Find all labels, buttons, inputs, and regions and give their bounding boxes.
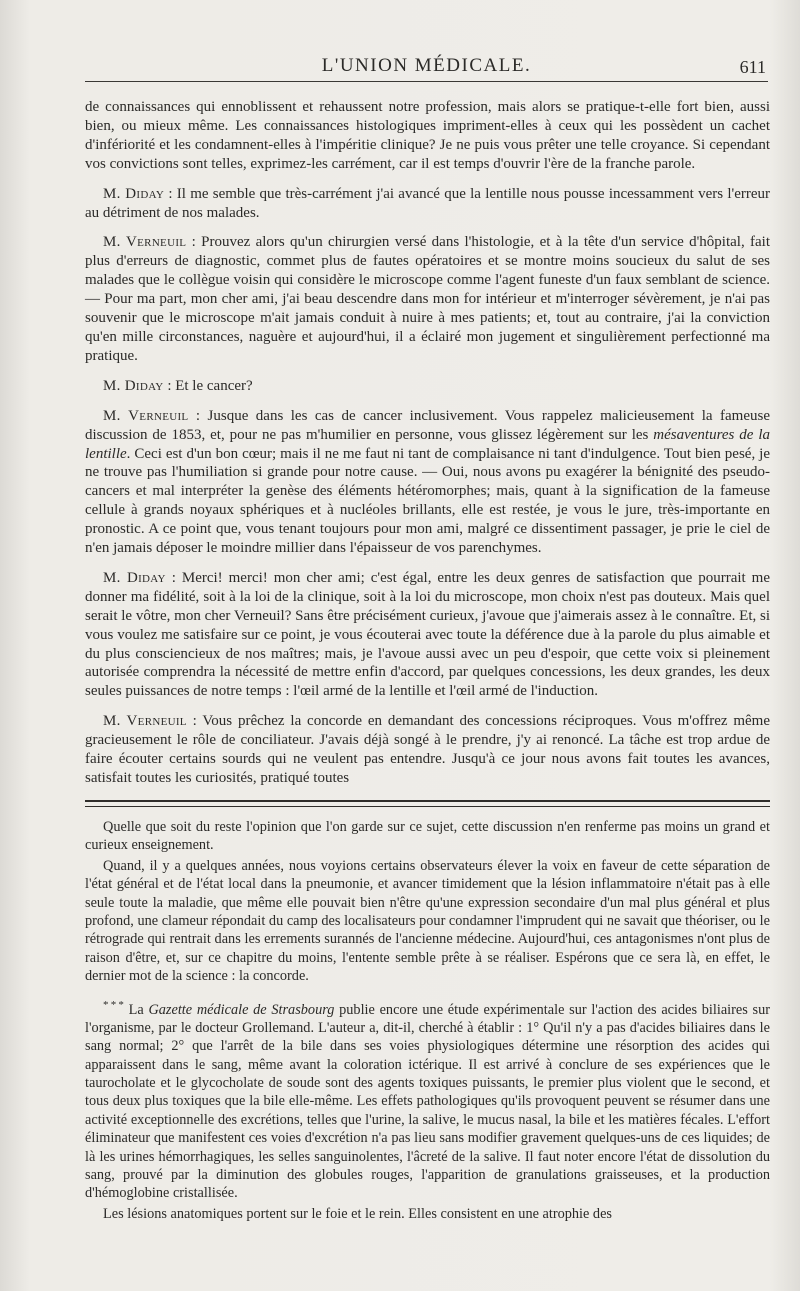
paragraph-diday-3 <box>85 569 770 701</box>
speech-text: : Vous prêchez la concorde en demandant des concessions réciproques. Vous m'offrez même gracieusement le rôle de conciliateur. J'avais déjà songé à le prendre, j'y ai renoncé. La tâche est trop ardue de faire écouter certains sourds qui ne veulent pas entendre. Jusqu'à ce jour nous avons fait toutes les avances, satisfait toutes les curiosités, pratiqué toutes <box>85 713 770 786</box>
speaker-name: M. Verneuil <box>103 407 189 424</box>
paragraph-diday-2 <box>85 377 770 396</box>
paragraph-gazette <box>85 996 770 1203</box>
paragraph-diday-1 <box>85 185 770 223</box>
paragraph-verneuil-1 <box>85 233 770 365</box>
speaker-name: M. Verneuil <box>103 713 187 730</box>
running-header <box>85 50 768 82</box>
speaker-name: M. Diday <box>103 377 164 394</box>
paragraph: Quand, il y a quelques années, nous voyions certains observateurs élever la voix en faveur de cette séparation de l'état général et de l'état local dans la pneumonie, et avancer timidement que la lésion inflammatoire n'était pas à elle seule toute la maladie, que même elle pouvait bien n'être qu'une expression secondaire d'un mal plus général et plus profond, une clameur répondait du camp des localisateurs pour condamner l'imprudent qui ne savait que théoriser, ou le rétrograde qui rentrait dans les errements surannés de l'ancienne médecine. Aujourd'hui, ces antagonismes n'ont plus de raison d'être, et, sur ce chapitre du moins, l'entente semble prête à se réaliser. Espérons que ce sera là, en effet, le dernier mot de la science : la concorde. <box>85 857 770 985</box>
commentary-section <box>85 816 770 1223</box>
lead-text: La <box>123 1001 149 1018</box>
speaker-name: M. Diday <box>103 185 165 202</box>
journal-reference: Gazette médicale de Strasbourg <box>148 1001 335 1018</box>
italic-phrase: mésaventures de la lentille <box>85 426 770 462</box>
speech-text: : Et le cancer? <box>163 377 253 394</box>
paragraph-text: publie encore une étude expérimentale sur l'action des acides biliaires sur l'organisme, par le docteur Grollemand. L'auteur a, dit-il, cherché à établir : 1° Qu'il n'y a pas d'acides biliaires dans le sang normal; 2° que l'arrêt de la bile dans ses voies physiologiques détermine une résorption des acides qui apparaissent dans le sang, même avant la coloration ictérique. Il est arrivé à conclure de ses expériences que le taurocholate et le glycocholate de soude sont des agents toxiques puissants, le premier plus violent que le second, et tous deux plus toxiques que la bile elle-même. Les effets pathologiques qu'ils provoquent peuvent se résumer dans une activité exceptionnelle des excrétions, telles que l'urine, la salive, le mucus nasal, la bile et les matières fécales. L'effort éliminateur que manifestent ces voies d'excrétion n'a pas lieu sans modifier gravement quelques-uns de ces liquides; de là les urines hémorrhagiques, les selles sanguinolentes, l'âcreté de la salive. Il faut noter encore l'état de dissolution du sang, prouvé par la diminution des globules rouges, l'apparition de granulations graisseuses, et la production d'hémoglobine cristallisée. <box>85 1001 771 1202</box>
paragraph-verneuil-3 <box>85 712 770 788</box>
speech-text: : Merci! merci! mon cher ami; c'est égal, entre les deux genres de satisfaction que pourrait me donner ma fidélité, soit à la loi de la clinique, soit à la loi du microscope, mon choix n'est pas douteux. Mais quel serait le vôtre, mon cher Verneuil? Sans être précisément curieux, j'avoue que j'aimerais assez à le connaître. Et, si vous voulez me satisfaire sur ce point, je vous écouterai avec toute la déférence due à la parole du plus aimable et du plus consciencieux de nos maîtres; mais, je l'avoue aussi avec un peu d'espoir, que cette voix si pleinement autorisée comprendra la nécessité de mettre enfin d'accord, par quelques concessions, les deux grandes, les deux seules puissances de notre temps : l'œil armé de la lentille et l'œil armé de l'induction. <box>85 569 770 700</box>
speaker-name: M. Verneuil <box>103 234 187 251</box>
speech-text: : Prouvez alors qu'un chirurgien versé dans l'histologie, et à la tête d'un service d'hôpital, fait plus d'erreurs de diagnostic, commet plus de fautes opératoires et se montre moins soucieux du salut de ses malades que le collègue voisin qui considère le microscope comme l'agent funeste d'un faux semblant de science. — Pour ma part, mon cher ami, j'ai beau descendre dans mon for intérieur et m'interroger sévèrement, je n'ai pas souvenir que le microscope m'ait jamais conduit à nuire à mes patients; et, tout au contraire, j'ai la conviction qu'en mille circonstances, naguère et aujourd'hui, il a éclairé mon jugement et singulièrement perfectionné ma pratique. <box>85 234 770 364</box>
paragraph-verneuil-2 <box>85 407 770 558</box>
section-divider <box>85 800 770 807</box>
speech-text: . Ceci est d'un bon cœur; mais il ne me faut ni tant de complaisance ni tant d'indulgence. Tout bien pesé, je ne trouve pas l'humiliation si grande pour notre cause. — Oui, nous avons pu exagérer la bénignité des pseudo-cancers et mal interpréter la genèse des éléments hétéromorphes; mais, quant à la signification de la fameuse cellule à grands noyaux sphériques et à nucléoles brillants, elle est restée, je vous le jure, très-importante en pronostic. A ce point que, vous tenant toujours pour mon ami, malgré ce dissentiment passager, je prie le ciel de n'en jamais déposer le moindre millier dans l'épaisseur de vos parenchymes. <box>85 445 770 557</box>
speech-text: : Il me semble que très-carrément j'ai avancé que la lentille nous pousse incessamment vers l'erreur au détriment de nos malades. <box>85 185 770 221</box>
dialogue-section <box>85 98 770 788</box>
header-rule <box>85 81 768 82</box>
paragraph: Les lésions anatomiques portent sur le foie et le rein. Elles consistent en une atrophie des <box>103 1205 612 1222</box>
asterism: * * * <box>103 998 124 1011</box>
speaker-name: M. Diday <box>103 569 166 586</box>
page-number: 611 <box>739 57 766 77</box>
paragraph: de connaissances qui ennoblissent et rehaussent notre profession, mais alors se pratique-t-elle fort bien, aussi bien, ou mieux même. Les connaissances histologiques impriment-elles à ceux qui les possèdent un cachet d'infériorité et les condamnent-elles à l'impéritie clinique? Je ne puis vous prêter une telle croyance. Si cependant vos convictions sont telles, exprimez-les carrément, car il est temps d'ouvrir l'ère de la franche parole. <box>85 99 770 172</box>
paragraph: Quelle que soit du reste l'opinion que l'on garde sur ce sujet, cette discussion n'en renferme pas moins un grand et curieux enseignement. <box>85 819 770 854</box>
speech-text: : Jusque dans les cas de cancer inclusivement. Vous rappelez malicieusement la fameuse discussion de 1853, et, pour ne pas m'humilier en personne, vous glissez légèrement sur les <box>85 407 770 443</box>
journal-title: L'UNION MÉDICALE. <box>321 55 532 76</box>
